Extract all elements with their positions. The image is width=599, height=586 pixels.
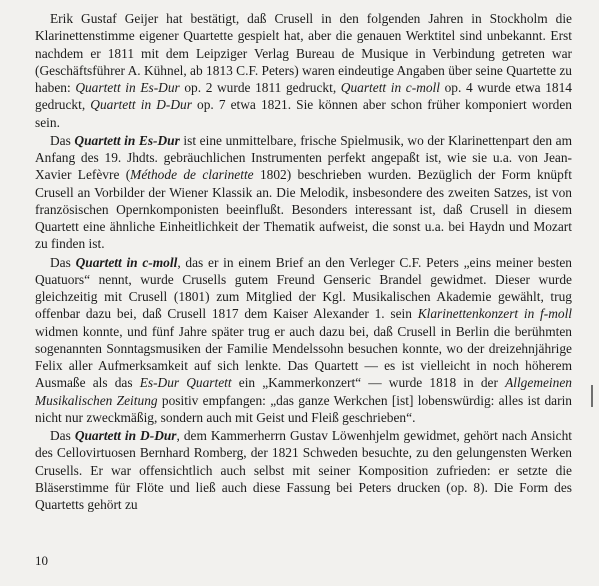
text-run: Das	[50, 132, 75, 148]
text-run: op. 2 wurde 1811 gedruckt,	[179, 80, 341, 95]
italic-text: Es-Dur Quartett	[139, 375, 232, 391]
text-run: ein „Kammerkonzert“ — wurde 1818 in der	[231, 375, 506, 391]
paragraph-quartet-c-moll	[35, 254, 572, 427]
text-run: positiv empfangen: „das ganze Werkchen [ist] lobenswürdig: alles ist darin nicht nur zweckmäßig, sondern auch mit Geist und Fleiß geschrieben“.	[35, 392, 572, 425]
text-run: ist eine unmittelbare, frische Spielmusik, wo der Klarinettenpart den am Anfang des 19. Jhdts. gebräuchlichen Instrumenten perfekt angepaßt ist, wie sie u.a. von Jean-Xavier Lefèvre (	[35, 132, 572, 183]
italic-text: Méthode de clarinette	[130, 167, 254, 183]
body-text	[35, 10, 572, 513]
italic-text: Allgemeinen Musikalischen Zeitung	[35, 375, 572, 408]
work-title: Quartett in Es-Dur	[74, 132, 180, 148]
paragraph-quartet-d-dur	[35, 427, 572, 513]
work-title: Quartett in c-moll	[75, 254, 178, 270]
text-run: widmen konnte, und fünf Jahre später trug er auch dazu bei, daß Crusell in Berlin die berühmten sogenannten Sonntagsmusiken der Familie Mendelssohn besuchen konnte, wo der dreizehnjährige Felix aller Aufmerksamkeit auf sich lenkte. Das Quartett — es ist vielleicht in noch höherem Ausmaße als das	[35, 323, 572, 391]
work-title: Quartett in D-Dur	[74, 428, 177, 443]
paragraph-quartet-es-dur	[35, 132, 572, 253]
text-run: Erik Gustaf Geijer hat bestätigt, daß Crusell in den folgenden Jahren in Stockholm die Klarinettenstimme eigener Quartette gespielt hat, aber die genauen Werktitel sind unbekannt. Erst nachdem er 1811 mit dem Leipziger Verlag Bureau de Musique in Verbindung getreten war (Geschäftsführer A. Kühnel, ab 1813 C.F. Peters) waren eindeutige Angaben über seine Quartette zu haben:	[35, 11, 572, 95]
text-run: , das er in einem Brief an den Verleger C.F. Peters „eins meiner besten Quatuors“ nennt, wurde Crusells gutem Freund Genseric Brandel gewidmet. Dieser wurde gleichzeitig mit Crusell (1801) zum Mitglied der Kgl. Musikalischen Akademie gewählt, trug offenbar dazu bei, daß Crusell 1817 dem Kaiser Alexander 1. sein	[35, 254, 572, 322]
text-run: Das	[50, 254, 76, 270]
italic-text: Quartett in Es-Dur	[75, 80, 180, 95]
italic-text: Klarinettenkonzert in f-moll	[417, 306, 573, 322]
italic-text: Quartett in D-Dur	[90, 97, 192, 113]
text-run: Das	[50, 428, 75, 443]
text-run: , dem Kammerherrn Gustav Löwenhjelm gewidmet, gehört nach Ansicht des Cellovirtuosen Bernhard Romberg, der 1821 Schweden besuchte, zu den gelungensten Werken Crusells. Er war offensichtlich auch selbst mit seiner Komposition zufrieden: er setzte die Bläserstimme für Flöte und ließ auch diese Fassung bei Peters drucken (op. 8). Die Form des Quartetts gehört zu	[35, 428, 573, 512]
margin-mark	[591, 385, 593, 407]
paragraph-intro	[35, 10, 572, 131]
italic-text: Quartett in c-moll	[340, 80, 440, 95]
page-number: 10	[35, 553, 48, 568]
text-run: op. 7 etwa 1821. Sie können aber schon früher komponiert worden sein.	[35, 97, 573, 130]
text-run: op. 4 wurde etwa 1814 gedruckt,	[35, 80, 572, 113]
text-run: 1802) beschrieben wurden. Bezüglich der Form knüpft Crusell an Vorbilder der Wiener Klassik an. Die Melodik, insbesondere des zweiten Satzes, ist von französischen Opernkomponisten beeinflußt. Besonders interessant ist, daß Crusell in diesem Quartett eine ähnliche Einheitlichkeit der Thematik aufweist, die sonst u.a. bei Haydn und Mozart zu finden ist.	[35, 167, 572, 252]
